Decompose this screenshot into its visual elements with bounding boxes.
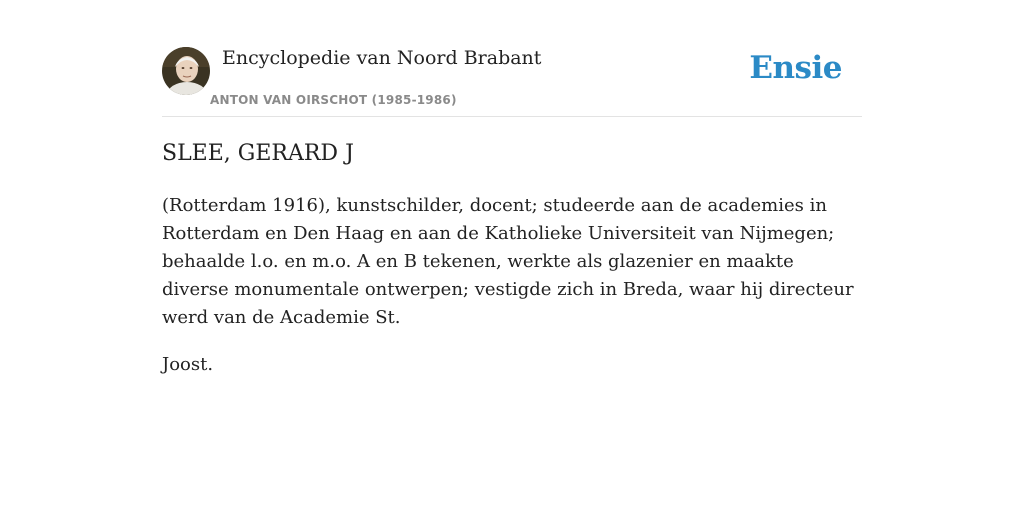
page-header <box>162 46 862 117</box>
site-title[interactable]: Encyclopedie van Noord Brabant <box>222 47 542 69</box>
author-portrait-icon <box>162 47 210 95</box>
avatar[interactable] <box>162 47 210 95</box>
entry-body: (Rotterdam 1916), kunstschilder, docent; studeerde aan de academies in Rotterdam en Den Haag en aan de Katholieke Universiteit van Nijmegen; behaalde l.o. en m.o. A en B tekenen, werkte als glazenier en maakte diverse monumentale ontwerpen; vestigde zich in Breda, waar hij directeur werd van de Academie St. <box>162 195 854 328</box>
entry-signature: Joost. <box>162 354 214 375</box>
ensie-logo[interactable]: Ensie <box>749 50 842 86</box>
entry-title: SLEE, GERARD J <box>162 141 354 166</box>
author-name[interactable]: ANTON VAN OIRSCHOT (1985-1986) <box>210 93 457 107</box>
